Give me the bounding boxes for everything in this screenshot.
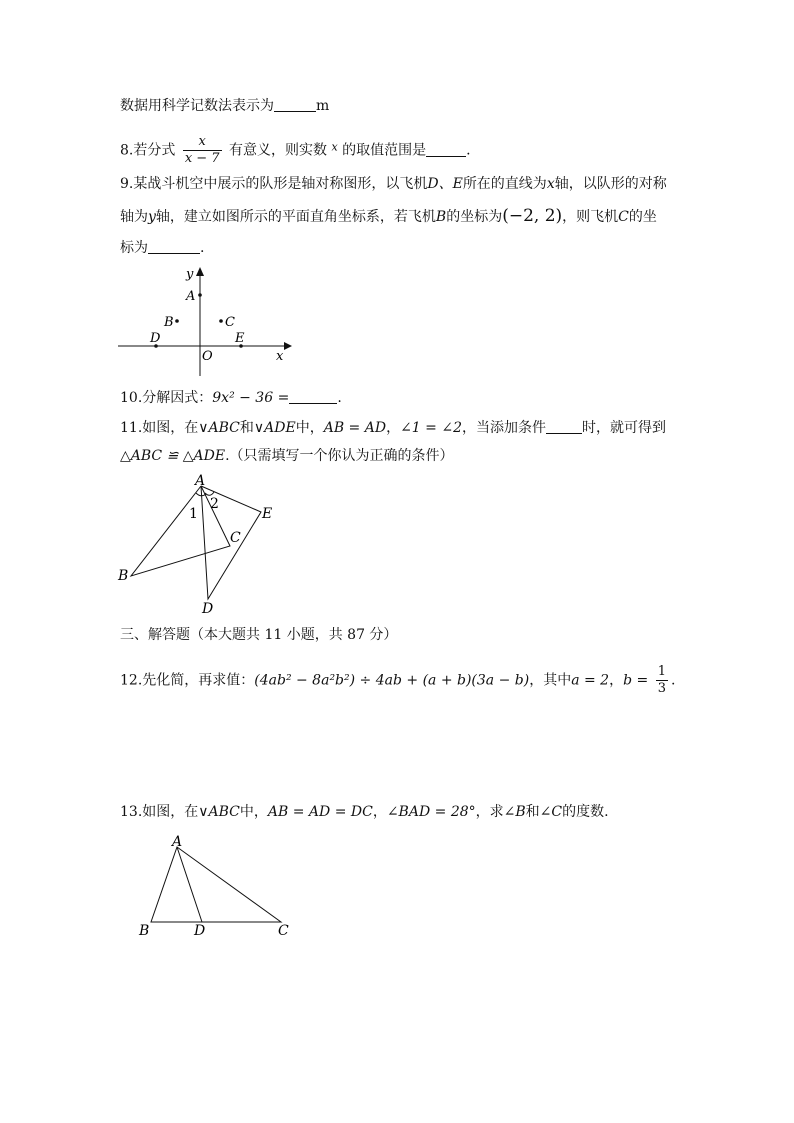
label-D: D (194, 923, 206, 939)
continuation-line: 数据用科学记数法表示为 m (120, 98, 330, 114)
question-13: 13.如图，在∨ABC中，AB = AD = DC，∠BAD = 28°，求∠B和∠C的度数. (120, 804, 609, 820)
x-axis-arrow (284, 342, 292, 350)
label-E: E (262, 506, 273, 522)
question-11-line-1: 11.如图，在∨ABC和∨ADE中，AB = AD，∠1 = ∠2，当添加条件 时，就可得到 (120, 420, 666, 436)
label-C: C (230, 530, 241, 546)
segment-ad (177, 847, 202, 922)
section-3-heading: 三、解答题（本大题共 11 小题，共 87 分） (120, 627, 398, 643)
label-O: O (202, 349, 213, 364)
label-angle-2: 2 (210, 496, 219, 512)
label-E: E (235, 331, 245, 346)
fraction: $\frac{x}{x - 7}$ (184, 134, 220, 166)
label-y: y (186, 267, 194, 282)
triangle-abc (151, 847, 281, 922)
point-B (175, 319, 179, 323)
question-9-line-1: 9.某战斗机空中展示的队形是轴对称图形，以飞机D、E所在的直线为x轴，以队形的对称 (120, 176, 667, 192)
question-11-line-2: △ABC ≌ △ADE.（只需填写一个你认为正确的条件） (120, 448, 454, 464)
y-axis-arrow (196, 267, 204, 276)
label-angle-1: 1 (189, 506, 198, 522)
question-8: 8.若分式 $\frac{x}{x - 7}$ 有意义，则实数 $^x$ 的取值范围是 . (120, 134, 471, 166)
label-B: B (118, 568, 129, 584)
label-C: C (278, 923, 289, 939)
answer-blank[interactable] (546, 419, 582, 434)
angle-2-arc (205, 492, 214, 495)
fraction: $\frac{1}{3}$ (657, 664, 666, 696)
label-A: A (195, 473, 206, 489)
figure-triangle-abc (130, 832, 310, 944)
answer-blank[interactable] (289, 389, 337, 404)
figure-triangles-abc-ade (110, 470, 300, 620)
answer-blank[interactable] (426, 142, 466, 157)
label-B: B (139, 923, 150, 939)
question-10: 10.分解因式：9x² − 36 = . (120, 390, 342, 406)
label-A: A (186, 289, 196, 304)
point-A (198, 293, 202, 297)
label-A: A (172, 834, 183, 850)
question-12: 12.先化简，再求值：(4ab² − 8a²b²) ÷ 4ab + (a + b)(3a − b)，其中a = 2，b = $\frac{1}{3}$ . (120, 664, 676, 696)
answer-blank[interactable] (148, 239, 200, 254)
question-9-line-2: 轴为y轴，建立如图所示的平面直角坐标系，若飞机B的坐标为(−2, 2)，则飞机C的坐 (120, 206, 657, 226)
label-B: B (164, 315, 174, 330)
label-D: D (150, 331, 161, 346)
label-C: C (225, 315, 235, 330)
point-C (219, 319, 223, 323)
question-9-line-3: 标为 . (120, 240, 205, 256)
label-x: x (276, 349, 284, 364)
label-D: D (202, 601, 214, 617)
figure-coordinate-plane (110, 262, 300, 380)
answer-blank[interactable] (274, 97, 316, 112)
